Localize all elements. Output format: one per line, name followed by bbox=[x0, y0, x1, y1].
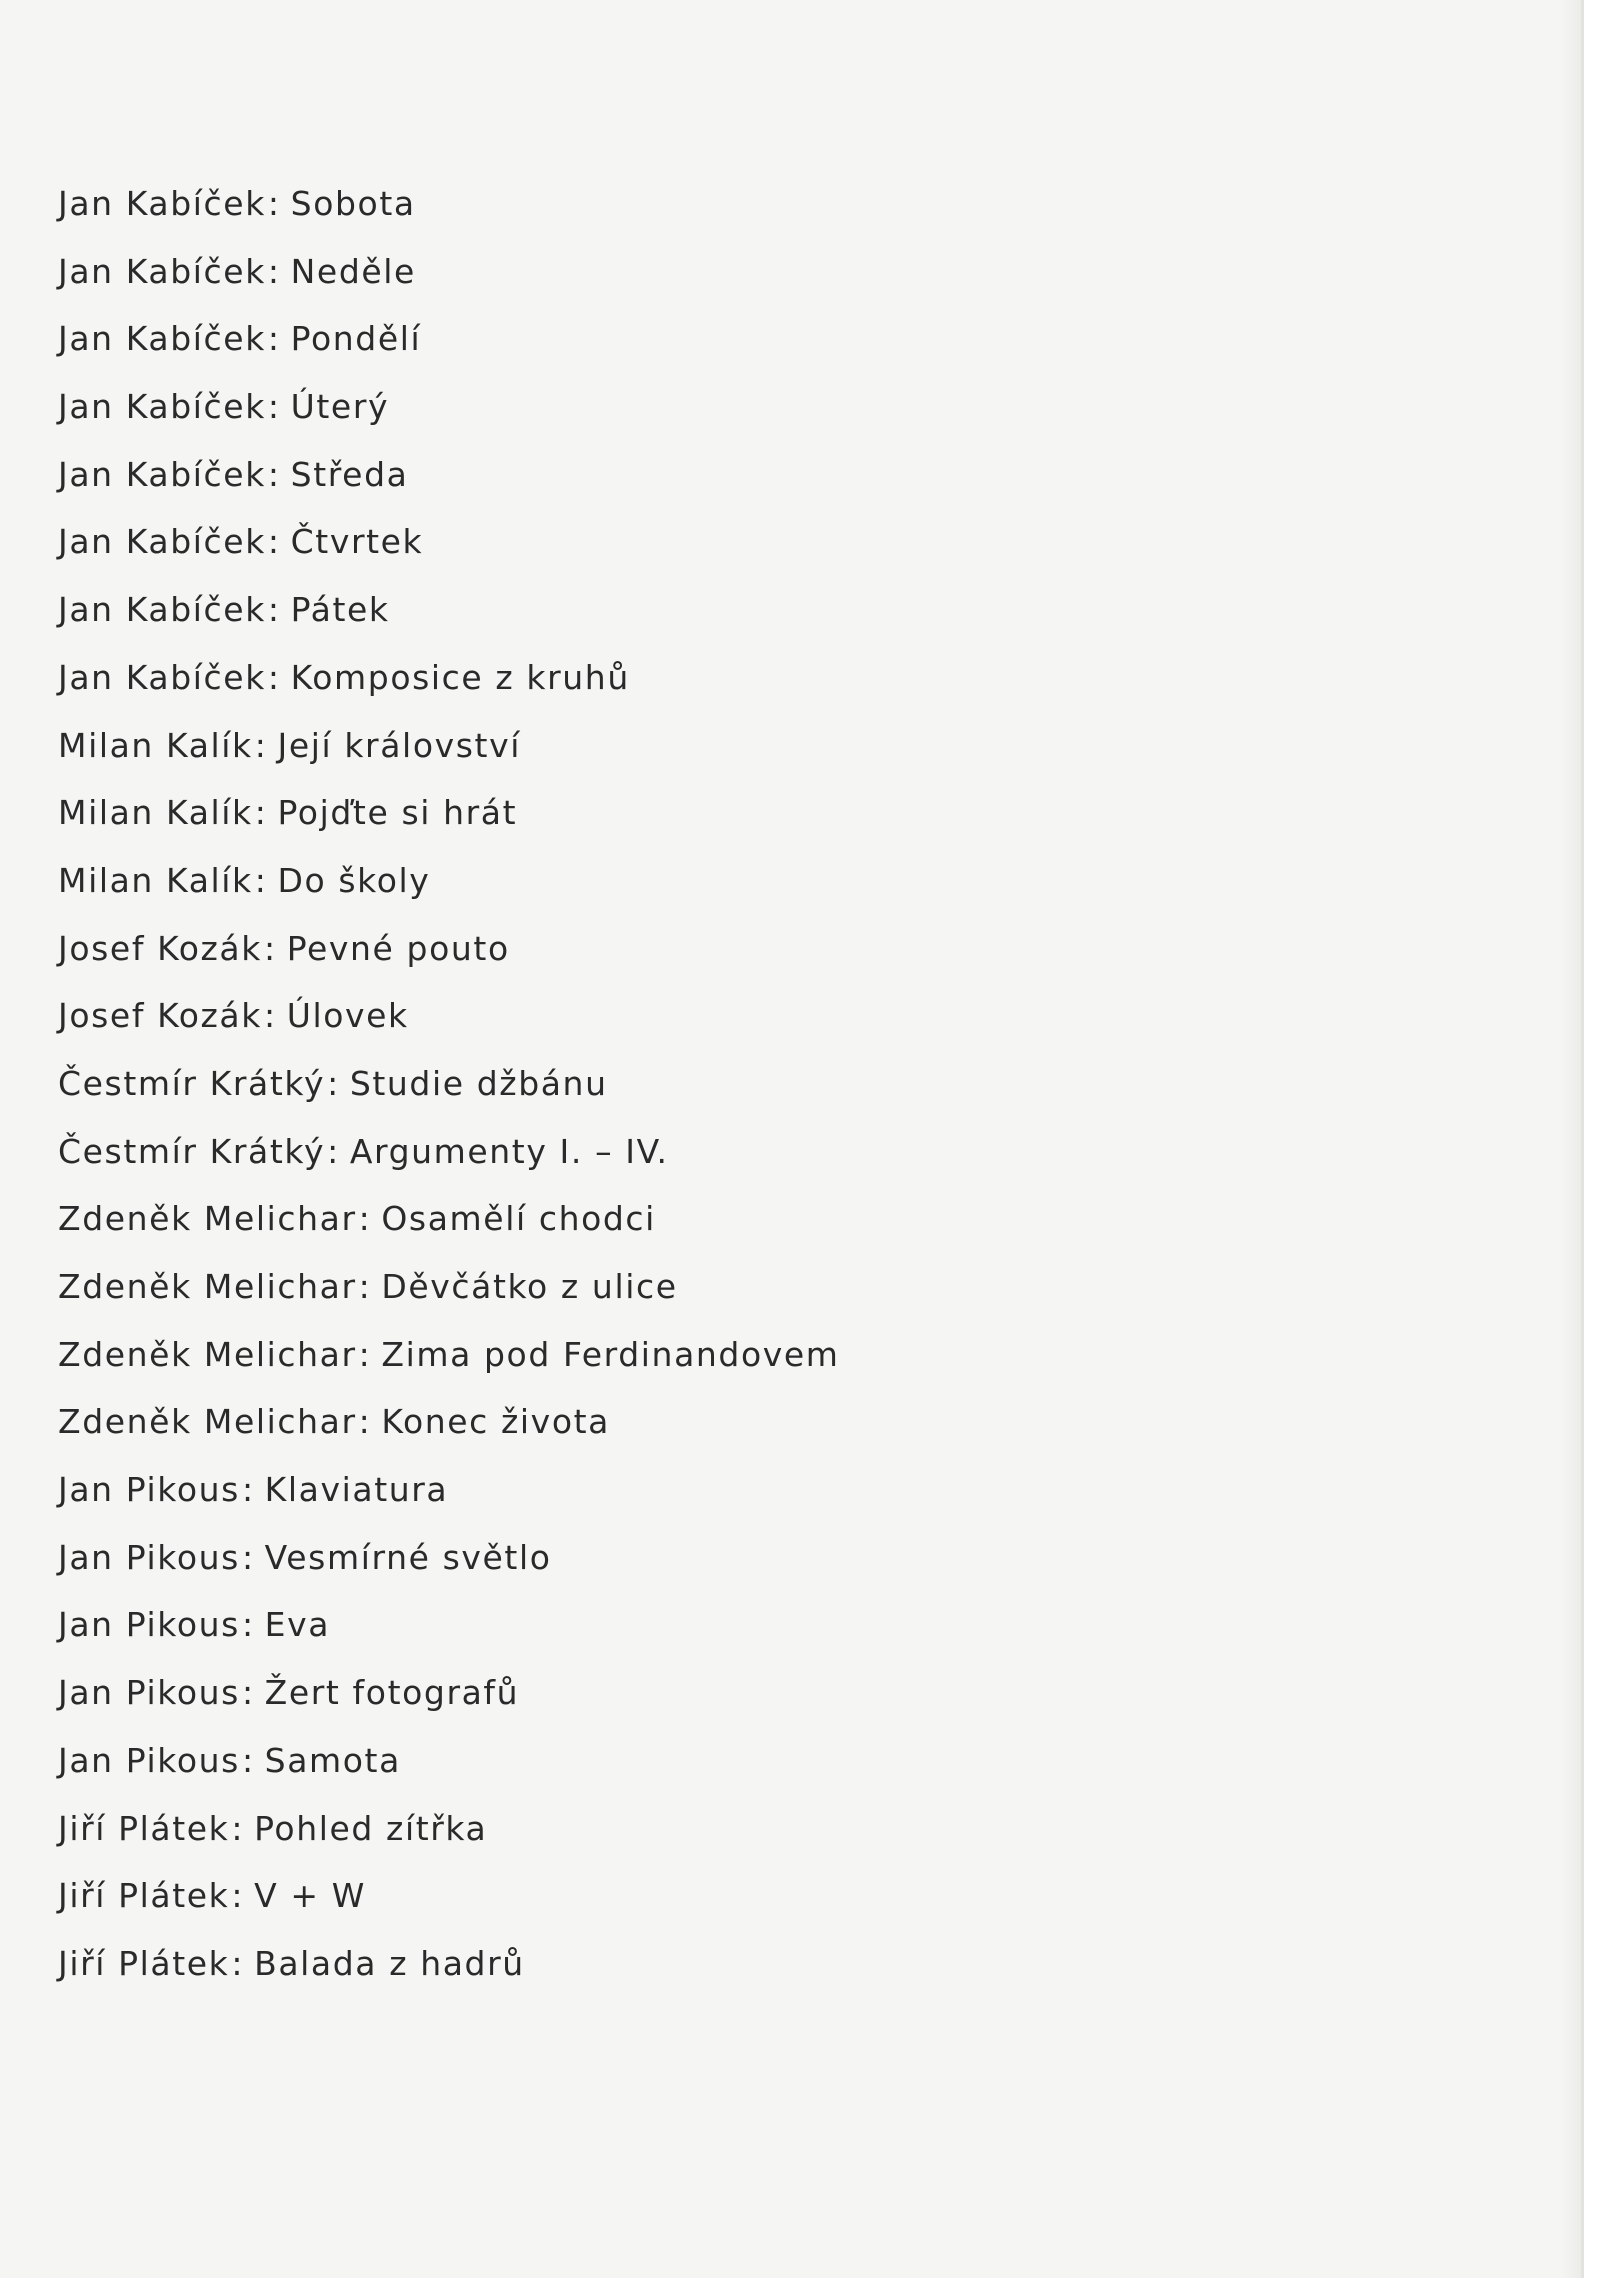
list-item bbox=[58, 446, 840, 514]
entry-author: Jiří Plátek bbox=[58, 1876, 230, 1916]
entry-separator: : bbox=[267, 454, 281, 494]
list-item bbox=[58, 1461, 840, 1529]
list-item bbox=[58, 310, 840, 378]
entry-separator: : bbox=[267, 657, 281, 697]
entry-title: Do školy bbox=[277, 860, 431, 900]
entry-title: Eva bbox=[264, 1605, 331, 1645]
list-item bbox=[58, 1393, 840, 1461]
entry-separator: : bbox=[358, 1199, 372, 1239]
entry-title: Pojďte si hrát bbox=[277, 793, 518, 833]
entry-author: Milan Kalík bbox=[58, 725, 253, 765]
entry-title: Žert fotografů bbox=[264, 1673, 520, 1713]
entry-title: Děvčátko z ulice bbox=[381, 1267, 678, 1306]
list-item bbox=[58, 1326, 840, 1394]
entry-author: Jiří Plátek bbox=[58, 1808, 230, 1848]
entry-separator: : bbox=[358, 1402, 372, 1442]
entry-separator: : bbox=[267, 387, 281, 427]
entry-title: Středa bbox=[290, 454, 409, 494]
list-item bbox=[58, 1867, 840, 1935]
entry-author: Jan Pikous bbox=[58, 1537, 240, 1577]
entry-title: Pevné pouto bbox=[286, 928, 510, 968]
entry-separator: : bbox=[241, 1605, 255, 1645]
entry-author: Zdeněk Melichar bbox=[58, 1267, 357, 1306]
entry-title: Sobota bbox=[290, 184, 416, 223]
list-item bbox=[58, 1190, 840, 1258]
entry-title: Pohled zítřka bbox=[254, 1808, 488, 1848]
entry-author: Milan Kalík bbox=[58, 860, 253, 900]
entry-author: Zdeněk Melichar bbox=[58, 1199, 357, 1239]
entry-author: Jiří Plátek bbox=[58, 1943, 230, 1983]
entry-separator: : bbox=[267, 319, 281, 359]
entry-title: Její království bbox=[277, 725, 521, 765]
entry-title: Samota bbox=[264, 1740, 401, 1780]
entry-separator: : bbox=[267, 522, 281, 562]
entry-author: Jan Pikous bbox=[58, 1605, 240, 1645]
entry-author: Zdeněk Melichar bbox=[58, 1402, 357, 1442]
entry-title: Zima pod Ferdinandovem bbox=[381, 1334, 840, 1374]
list-item bbox=[58, 1055, 840, 1123]
entry-author: Zdeněk Melichar bbox=[58, 1334, 357, 1374]
entry-separator: : bbox=[254, 725, 268, 765]
entry-author: Jan Kabíček bbox=[58, 590, 266, 630]
entry-author: Jan Kabíček bbox=[58, 251, 266, 291]
entry-author: Jan Pikous bbox=[58, 1470, 240, 1510]
entry-title: Vesmírné světlo bbox=[264, 1537, 552, 1577]
entry-separator: : bbox=[231, 1943, 245, 1983]
list-item bbox=[58, 1258, 840, 1326]
list-item bbox=[58, 513, 840, 581]
entry-separator: : bbox=[231, 1808, 245, 1848]
entry-author: Jan Kabíček bbox=[58, 522, 266, 562]
entry-title: Studie džbánu bbox=[349, 1063, 608, 1103]
entry-author: Čestmír Krátký bbox=[58, 1131, 326, 1171]
list-item bbox=[58, 784, 840, 852]
list-item bbox=[58, 1800, 840, 1868]
list-item bbox=[58, 1935, 840, 2003]
list-item bbox=[58, 378, 840, 446]
list-item bbox=[58, 1664, 840, 1732]
entry-separator: : bbox=[241, 1537, 255, 1577]
entry-author: Jan Kabíček bbox=[58, 387, 266, 427]
entry-separator: : bbox=[254, 860, 268, 900]
entry-separator: : bbox=[241, 1673, 255, 1713]
entry-title: Balada z hadrů bbox=[254, 1943, 525, 1983]
entry-title: Neděle bbox=[290, 251, 416, 291]
list-item bbox=[58, 717, 840, 785]
entry-separator: : bbox=[231, 1876, 245, 1916]
list-item bbox=[58, 1123, 840, 1191]
entry-author: Josef Kozák bbox=[58, 996, 262, 1036]
entry-title: Pondělí bbox=[290, 319, 422, 359]
entry-author: Čestmír Krátký bbox=[58, 1063, 326, 1103]
entry-title: V + W bbox=[254, 1876, 366, 1916]
artwork-list bbox=[58, 175, 840, 2003]
entry-separator: : bbox=[263, 928, 277, 968]
entry-separator: : bbox=[358, 1267, 372, 1306]
entry-title: Argumenty I. – IV. bbox=[349, 1131, 669, 1171]
list-item bbox=[58, 243, 840, 311]
entry-author: Jan Kabíček bbox=[58, 454, 266, 494]
entry-separator: : bbox=[327, 1131, 340, 1171]
entry-title: Úlovek bbox=[286, 996, 409, 1036]
entry-separator: : bbox=[358, 1334, 372, 1374]
entry-author: Jan Kabíček bbox=[58, 184, 266, 223]
list-item bbox=[58, 649, 840, 717]
list-item bbox=[58, 1596, 840, 1664]
entry-title: Osamělí chodci bbox=[381, 1199, 656, 1239]
entry-separator: : bbox=[267, 184, 281, 223]
list-item bbox=[58, 581, 840, 649]
entry-title: Čtvrtek bbox=[290, 522, 424, 562]
entry-author: Jan Pikous bbox=[58, 1673, 240, 1713]
entry-title: Pátek bbox=[290, 590, 390, 630]
entry-separator: : bbox=[263, 996, 277, 1036]
entry-separator: : bbox=[241, 1740, 255, 1780]
list-item bbox=[58, 175, 840, 243]
entry-author: Jan Kabíček bbox=[58, 657, 266, 697]
entry-separator: : bbox=[327, 1063, 340, 1103]
entry-title: Konec života bbox=[381, 1402, 610, 1442]
page-edge-shadow bbox=[1561, 0, 1581, 2278]
list-item bbox=[58, 1732, 840, 1800]
list-item bbox=[58, 852, 840, 920]
entry-title: Klaviatura bbox=[264, 1470, 449, 1510]
entry-author: Jan Kabíček bbox=[58, 319, 266, 359]
entry-author: Milan Kalík bbox=[58, 793, 253, 833]
entry-separator: : bbox=[267, 251, 281, 291]
entry-title: Úterý bbox=[290, 387, 390, 427]
entry-author: Josef Kozák bbox=[58, 928, 262, 968]
entry-separator: : bbox=[241, 1470, 255, 1510]
entry-separator: : bbox=[267, 590, 281, 630]
list-item bbox=[58, 920, 840, 988]
list-item bbox=[58, 987, 840, 1055]
entry-author: Jan Pikous bbox=[58, 1740, 240, 1780]
list-item bbox=[58, 1529, 840, 1597]
entry-separator: : bbox=[254, 793, 268, 833]
entry-title: Komposice z kruhů bbox=[290, 657, 630, 697]
